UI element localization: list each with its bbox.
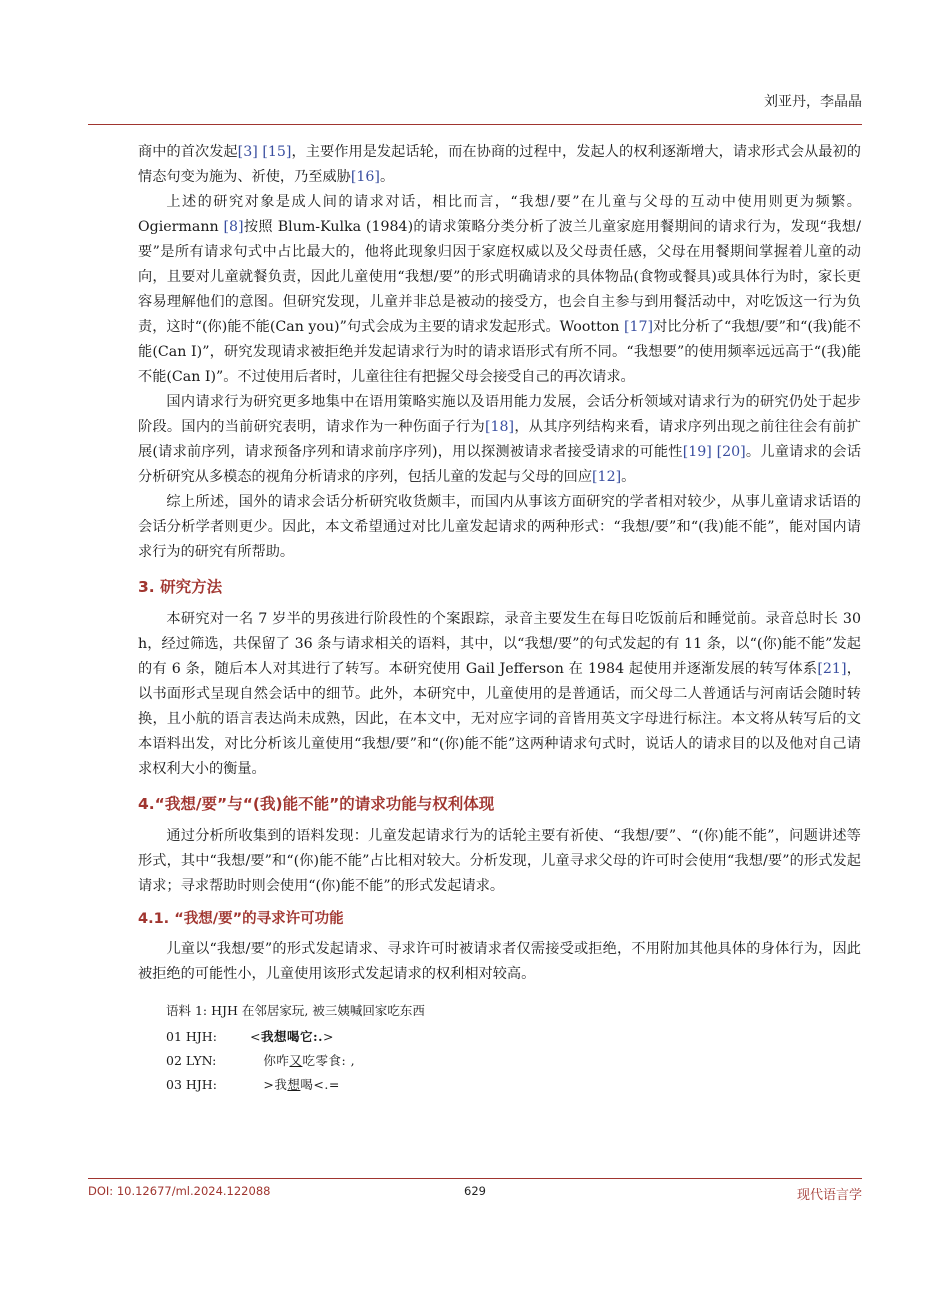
transcript-run: >我 [250,1077,288,1092]
line-text [250,1049,355,1073]
citation-link[interactable]: [12] [592,469,622,485]
text-run: ，从其序列结构来看，请求序列出现之前往往会有前扩展(请求前序列，请求预备序列和请求前序序列)，用以探测被请求者接受请求的可能性 [138,419,861,460]
citation-link[interactable]: [19] [20] [682,444,746,460]
text-run: 商中的首次发起 [138,144,238,160]
text-run: 。 [379,169,395,185]
text-run: ，主要作用是发起话轮，而在协商的过程中，发起人的权利逐渐增大，请求形式会从最初的情态句变为施为、祈使，乃至威胁 [138,144,861,185]
paragraph [138,140,861,190]
citation-link[interactable]: [18] [484,419,515,435]
doi-link[interactable]: DOI: 10.12677/ml.2024.122088 [88,1184,271,1198]
citation-link[interactable]: [3] [15] [237,144,292,160]
transcript-run: > [322,1029,334,1044]
transcript-excerpt [166,999,861,1097]
section-heading-methods: 3. 研究方法 [138,578,223,596]
paragraph [138,390,861,490]
transcript-run: 又 [289,1053,303,1068]
line-speaker: 03 HJH: [166,1077,217,1092]
footer-divider [88,1178,862,1179]
subsection-heading: 4.1. “我想/要”的寻求许可功能 [138,911,344,927]
text-run: ，以书面形式呈现自然会话中的细节。此外，本研究中，儿童使用的是普通话，而父母二人普通话与河南话会随时转换，且小航的语言表达尚未成熟，因此，在本文中，无对应字词的音皆用英文字母进行标注。本文将从转写后的文本语料出发，对比分析该儿童使用“我想/要”和“(你)能不能”这两种请求句式时，说话人的请求目的以及他对自己请求权利大小的衡量。 [138,661,861,777]
citation-link[interactable]: [21] [817,661,847,677]
transcript-caption: 语料 1: HJH 在邻居家玩, 被三姨喊回家吃东西 [166,1003,425,1018]
text-run: 通过分析所收集到的语料发现：儿童发起请求行为的话轮主要有祈使、“我想/要”、“(你)能不能”，问题讲述等形式，其中“我想/要”和“(你)能不能”占比相对较大。分析发现，儿童寻求父母的许可时会使用“我想/要”的形式发起请求；寻求帮助时则会使用“(你)能不能”的形式发起请求。 [138,828,861,894]
paragraph [138,937,861,987]
citation-link[interactable]: [8] [223,219,244,235]
paragraph [138,607,861,782]
transcript-run: 吃零食: , [302,1053,356,1068]
paragraph [138,824,861,899]
text-run: 综上所述，国外的请求会话分析研究收货颇丰，而国内从事该方面研究的学者相对较少，从事儿童请求话语的会话分析学者则更少。因此，本文希望通过对比儿童发起请求的两种形式：“我想/要”和“(我)能不能”，能对国内请求行为的研究有所帮助。 [138,494,861,560]
paragraph [138,190,861,390]
transcript-run: 喝<.= [300,1077,340,1092]
citation-link[interactable]: [16] [350,169,380,185]
line-speaker: 01 HJH: [166,1029,217,1044]
text-run: 。儿童请求的会话分析研究从多模态的视角分析请求的序列，包括儿童的发起与父母的回应 [138,444,861,485]
journal-name: 现代语言学 [796,1188,862,1203]
paragraph [138,490,861,565]
text-run: 对比分析了“我想/要”和“(我)能不能(Can I)”，研究发现请求被拒绝并发起请求行为时的请求语形式有所不同。“我想要”的使用频率远远高于“(我)能不能(Can I)”。不过使用后者时，儿童往往有把握父母会接受自己的再次请求。 [138,319,861,385]
text-run: 。 [621,469,636,485]
citation-link[interactable]: [17] [623,319,654,335]
transcript-run: 我想喝它:. [260,1029,323,1044]
header-authors: 刘亚丹，李晶晶 [764,94,862,110]
text-run: 儿童以“我想/要”的形式发起请求、寻求许可时被请求者仅需接受或拒绝，不用附加其他具体的身体行为，因此被拒绝的可能性小，儿童使用该形式发起请求的权利相对较高。 [138,941,861,982]
transcript-run: < [250,1029,261,1044]
header-divider [88,124,862,125]
line-speaker: 02 LYN: [166,1053,217,1068]
text-run: 本研究对一名 7 岁半的男孩进行阶段性的个案跟踪，录音主要发生在每日吃饭前后和睡觉前。录音总时长 30 h，经过筛选，共保留了 36 条与请求相关的语料，其中，以“我想/要”的句式发起的有 11 条，以“(你)能不能”发起的有 6 条，随后本人对其进行了转写。本研究使用 Gail Jefferson 在 1984 起使用并逐渐发展的转写体系 [138,611,861,677]
text-run: 按照 Blum-Kulka (1984)的请求策略分类分析了波兰儿童家庭用餐期间的请求行为，发现“我想/要”是所有请求句式中占比最大的，他将此现象归因于家庭权威以及父母责任感，父母在用餐期间掌握着儿童的动向，且要对儿童就餐负责，因此儿童使用“我想/要”的形式明确请求的具体物品(食物或餐具)或具体行为时，家长更容易理解他们的意图。但研究发现，儿童并非总是被动的接受方，也会自主参与到用餐活动中，对吃饭这一行为负责，这时“(你)能不能(Can you)”句式会成为主要的请求发起形式。Wootton [138,219,861,335]
transcript-line [166,1049,861,1073]
transcript-line [166,1025,861,1049]
line-text [250,1073,340,1097]
section-heading-findings: 4.“我想/要”与“(我)能不能”的请求功能与权利体现 [138,795,495,813]
page-footer [88,1184,862,1204]
transcript-run: 你咋 [250,1053,290,1068]
text-run: 国内请求行为研究更多地集中在语用策略实施以及语用能力发展，会话分析领域对请求行为的研究仍处于起步阶段。国内的当前研究表明，请求作为一种伤面子行为 [138,394,861,435]
line-text [250,1025,334,1049]
page-number: 629 [464,1184,486,1198]
transcript-run: 想 [287,1077,301,1092]
article-body [138,140,861,1097]
text-run: 上述的研究对象是成人间的请求对话，相比而言，“我想/要”在儿童与父母的互动中使用则更为频繁。Ogiermann [138,194,861,235]
transcript-line [166,1073,861,1097]
